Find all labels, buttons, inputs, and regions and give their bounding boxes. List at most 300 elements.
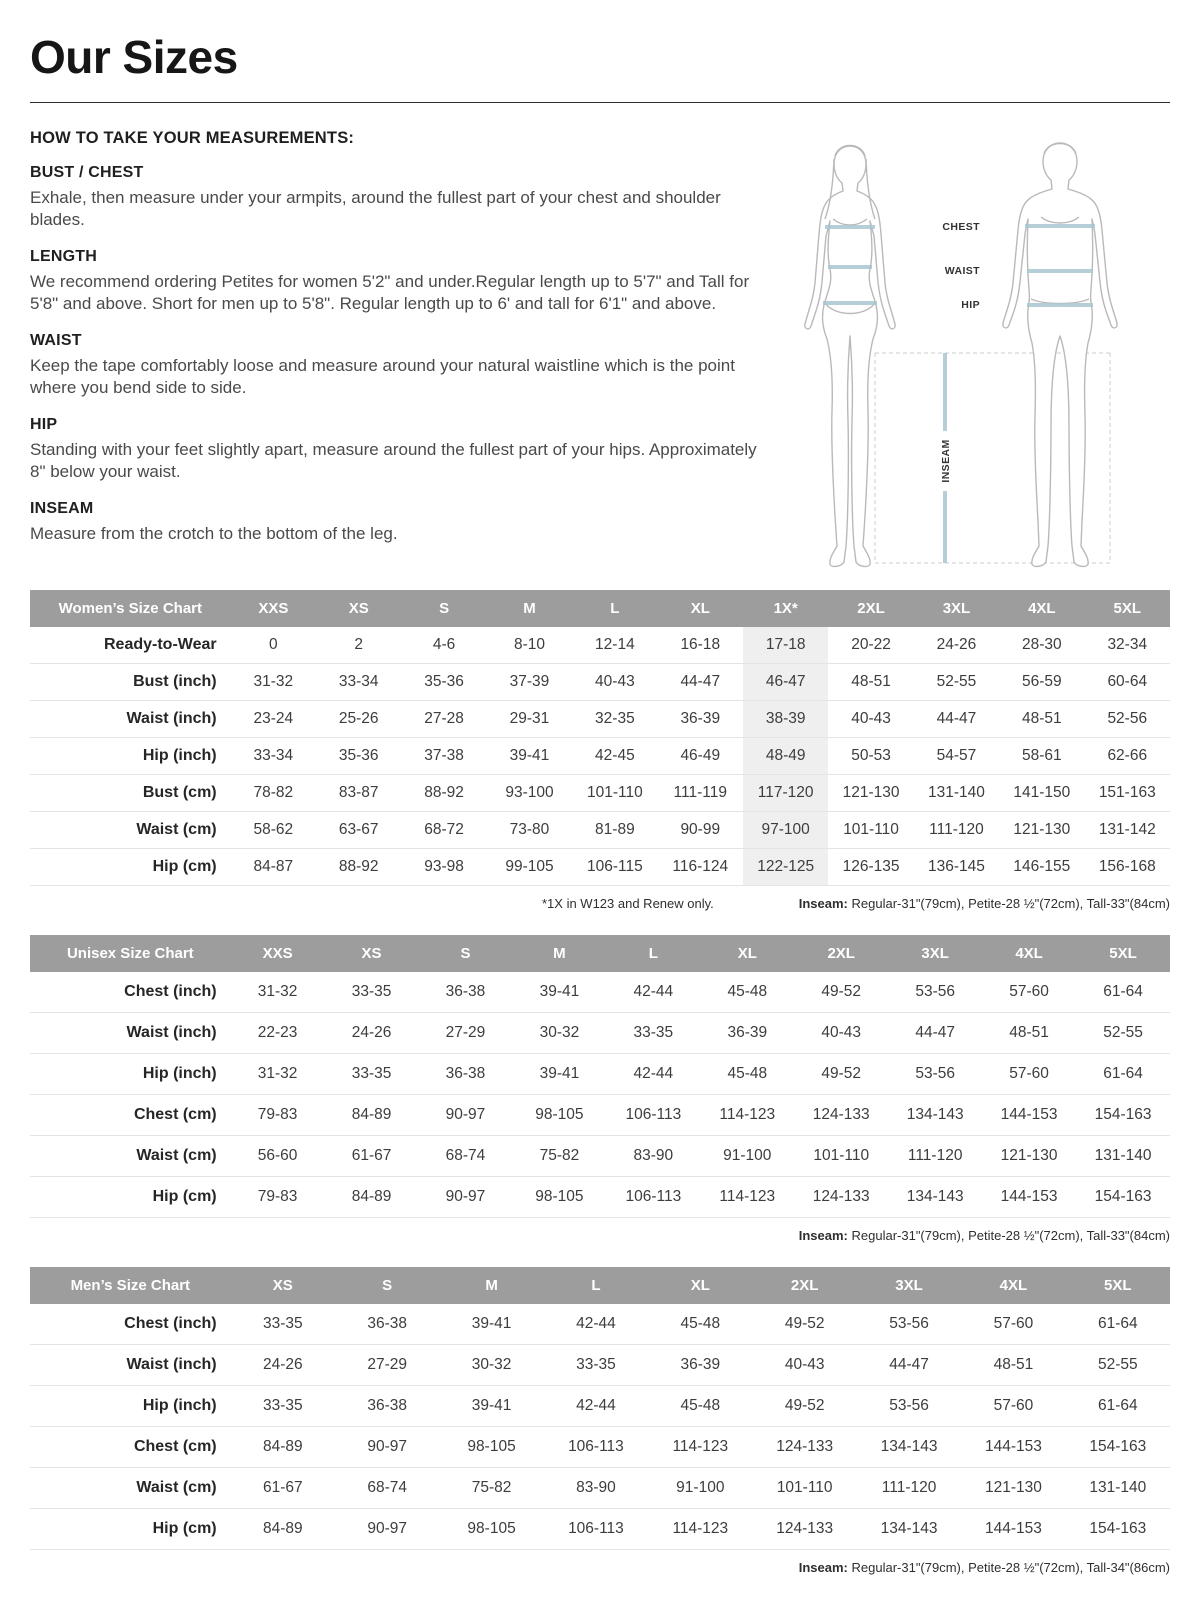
size-cell: 78-82 — [231, 775, 316, 812]
size-column-header: XS — [231, 1267, 335, 1304]
size-cell: 57-60 — [982, 972, 1076, 1013]
size-column-header: L — [606, 935, 700, 972]
size-column-header: 3XL — [857, 1267, 961, 1304]
measurement-figure — [775, 129, 1170, 586]
size-column-header: L — [544, 1267, 648, 1304]
size-cell: 83-90 — [606, 1136, 700, 1177]
size-column-header: XS — [325, 935, 419, 972]
size-cell: 39-41 — [512, 972, 606, 1013]
size-cell: 32-35 — [572, 701, 657, 738]
size-cell: 39-41 — [487, 738, 572, 775]
size-cell: 44-47 — [888, 1013, 982, 1054]
size-cell: 99-105 — [487, 849, 572, 886]
size-cell: 111-120 — [914, 812, 999, 849]
size-cell: 91-100 — [648, 1468, 752, 1509]
size-cell: 40-43 — [794, 1013, 888, 1054]
size-cell: 144-153 — [982, 1095, 1076, 1136]
size-cell: 131-140 — [1076, 1136, 1170, 1177]
size-cell: 154-163 — [1066, 1509, 1170, 1550]
size-cell: 27-29 — [419, 1013, 513, 1054]
size-cell: 91-100 — [700, 1136, 794, 1177]
size-cell: 33-34 — [316, 664, 401, 701]
size-cell: 44-47 — [857, 1345, 961, 1386]
size-cell: 83-90 — [544, 1468, 648, 1509]
size-cell: 40-43 — [828, 701, 913, 738]
size-cell: 61-64 — [1066, 1386, 1170, 1427]
size-cell: 90-97 — [419, 1177, 513, 1218]
size-cell: 93-100 — [487, 775, 572, 812]
size-cell: 33-35 — [325, 1054, 419, 1095]
size-cell: 39-41 — [439, 1386, 543, 1427]
size-cell: 39-41 — [439, 1304, 543, 1345]
size-cell: 45-48 — [648, 1386, 752, 1427]
size-cell: 27-28 — [401, 701, 486, 738]
size-column-header: S — [419, 935, 513, 972]
size-cell: 58-62 — [231, 812, 316, 849]
size-cell: 68-74 — [419, 1136, 513, 1177]
size-cell: 50-53 — [828, 738, 913, 775]
size-cell: 134-143 — [857, 1509, 961, 1550]
inseam-note-label: Inseam: — [798, 1228, 848, 1243]
size-cell: 117-120 — [743, 775, 828, 812]
size-cell: 57-60 — [961, 1304, 1065, 1345]
size-cell: 124-133 — [753, 1427, 857, 1468]
table-row — [30, 627, 1170, 664]
size-cell: 42-44 — [544, 1386, 648, 1427]
size-column-header: XL — [648, 1267, 752, 1304]
unisex-size-chart — [30, 935, 1170, 1218]
size-cell: 16-18 — [658, 627, 743, 664]
instructions-heading: HOW TO TAKE YOUR MEASUREMENTS: — [30, 129, 355, 147]
measurement-item-inseam — [30, 500, 757, 545]
size-cell: 114-123 — [700, 1095, 794, 1136]
womens-size-chart — [30, 590, 1170, 886]
size-cell: 57-60 — [961, 1386, 1065, 1427]
size-cell: 93-98 — [401, 849, 486, 886]
size-cell: 56-60 — [231, 1136, 325, 1177]
size-cell: 48-49 — [743, 738, 828, 775]
row-label: Waist (inch) — [30, 1013, 231, 1054]
size-cell: 68-72 — [401, 812, 486, 849]
size-cell: 126-135 — [828, 849, 913, 886]
size-cell: 106-115 — [572, 849, 657, 886]
row-label: Hip (inch) — [30, 1054, 231, 1095]
size-cell: 84-89 — [325, 1177, 419, 1218]
size-cell: 106-113 — [606, 1177, 700, 1218]
size-cell: 45-48 — [700, 1054, 794, 1095]
measurement-text: Keep the tape comfortably loose and measure around your natural waistline which is the point where you bend side to side. — [30, 355, 735, 398]
size-cell: 156-168 — [1085, 849, 1170, 886]
row-label: Hip (cm) — [30, 1509, 231, 1550]
measurement-title: LENGTH — [30, 247, 97, 265]
table-row — [30, 1177, 1170, 1218]
size-cell: 42-45 — [572, 738, 657, 775]
size-column-header: 4XL — [999, 590, 1084, 627]
size-cell: 42-44 — [606, 1054, 700, 1095]
row-label: Bust (cm) — [30, 775, 231, 812]
mens-size-chart — [30, 1267, 1170, 1550]
inseam-note-text: Regular-31"(79cm), Petite-28 ½"(72cm), Tall-33"(84cm) — [847, 1228, 1170, 1243]
size-cell: 45-48 — [648, 1304, 752, 1345]
size-column-header: 5XL — [1066, 1267, 1170, 1304]
size-cell: 33-35 — [325, 972, 419, 1013]
size-cell: 61-67 — [325, 1136, 419, 1177]
inseam-note — [799, 1228, 1170, 1243]
size-cell: 134-143 — [888, 1177, 982, 1218]
size-cell: 154-163 — [1076, 1177, 1170, 1218]
size-cell: 33-35 — [231, 1386, 335, 1427]
table-row — [30, 1386, 1170, 1427]
size-cell: 101-110 — [753, 1468, 857, 1509]
title-divider — [30, 102, 1170, 103]
table-row — [30, 812, 1170, 849]
size-cell: 36-39 — [648, 1345, 752, 1386]
size-cell: 60-64 — [1085, 664, 1170, 701]
table-row — [30, 1095, 1170, 1136]
inseam-label: INSEAM — [940, 439, 952, 483]
size-cell: 121-130 — [999, 812, 1084, 849]
size-cell: 124-133 — [794, 1177, 888, 1218]
size-cell: 98-105 — [439, 1509, 543, 1550]
size-cell: 84-89 — [325, 1095, 419, 1136]
size-cell: 61-67 — [231, 1468, 335, 1509]
size-cell: 111-120 — [888, 1136, 982, 1177]
measurement-title: INSEAM — [30, 499, 94, 517]
measurement-title: WAIST — [30, 331, 82, 349]
man-figure-outline — [1003, 143, 1117, 566]
size-cell: 83-87 — [316, 775, 401, 812]
size-cell: 24-26 — [914, 627, 999, 664]
size-cell: 30-32 — [512, 1013, 606, 1054]
size-column-header: S — [335, 1267, 439, 1304]
table-row — [30, 1013, 1170, 1054]
size-cell: 124-133 — [794, 1095, 888, 1136]
measurement-item-hip — [30, 416, 757, 484]
size-cell: 58-61 — [999, 738, 1084, 775]
measurement-text: Measure from the crotch to the bottom of the leg. — [30, 523, 398, 543]
inseam-note — [799, 896, 1170, 911]
unisex-chart-notes — [30, 1228, 1170, 1243]
size-column-header: L — [572, 590, 657, 627]
size-column-header: XXS — [231, 935, 325, 972]
size-column-header: XL — [658, 590, 743, 627]
one-x-footnote: *1X in W123 and Renew only. — [542, 896, 714, 911]
row-label: Waist (cm) — [30, 1468, 231, 1509]
size-cell: 44-47 — [658, 664, 743, 701]
row-label: Chest (inch) — [30, 1304, 231, 1345]
size-cell: 46-47 — [743, 664, 828, 701]
row-label: Chest (cm) — [30, 1095, 231, 1136]
size-cell: 40-43 — [753, 1345, 857, 1386]
size-cell: 106-113 — [544, 1509, 648, 1550]
size-cell: 134-143 — [888, 1095, 982, 1136]
size-cell: 53-56 — [888, 972, 982, 1013]
size-chart-title: Women’s Size Chart — [30, 590, 231, 627]
measurement-text: Exhale, then measure under your armpits, around the fullest part of your chest and shoulder blades. — [30, 188, 721, 230]
size-cell: 79-83 — [231, 1095, 325, 1136]
size-cell: 36-38 — [335, 1386, 439, 1427]
size-cell: 144-153 — [961, 1509, 1065, 1550]
row-label: Hip (cm) — [30, 1177, 231, 1218]
measurement-text: Standing with your feet slightly apart, measure around the fullest part of your hips. Approximately 8" below your waist. — [30, 439, 757, 482]
size-cell: 101-110 — [794, 1136, 888, 1177]
size-column-header: XS — [316, 590, 401, 627]
inseam-note-text: Regular-31"(79cm), Petite-28 ½"(72cm), Tall-34"(86cm) — [847, 1560, 1170, 1575]
size-cell: 57-60 — [982, 1054, 1076, 1095]
size-cell: 63-67 — [316, 812, 401, 849]
size-column-header: S — [401, 590, 486, 627]
size-cell: 98-105 — [512, 1095, 606, 1136]
size-cell: 49-52 — [753, 1386, 857, 1427]
size-cell: 114-123 — [648, 1427, 752, 1468]
size-cell: 33-35 — [606, 1013, 700, 1054]
size-cell: 81-89 — [572, 812, 657, 849]
size-cell: 79-83 — [231, 1177, 325, 1218]
row-label: Bust (inch) — [30, 664, 231, 701]
size-cell: 141-150 — [999, 775, 1084, 812]
size-cell: 151-163 — [1085, 775, 1170, 812]
size-cell: 106-113 — [544, 1427, 648, 1468]
size-cell: 29-31 — [487, 701, 572, 738]
table-row — [30, 1427, 1170, 1468]
size-cell: 24-26 — [325, 1013, 419, 1054]
size-cell: 90-97 — [335, 1427, 439, 1468]
size-cell: 90-97 — [419, 1095, 513, 1136]
size-cell: 39-41 — [512, 1054, 606, 1095]
size-cell: 40-43 — [572, 664, 657, 701]
size-cell: 136-145 — [914, 849, 999, 886]
row-label: Hip (cm) — [30, 849, 231, 886]
size-cell: 62-66 — [1085, 738, 1170, 775]
size-column-header: 3XL — [914, 590, 999, 627]
size-cell: 90-97 — [335, 1509, 439, 1550]
size-cell: 131-140 — [1066, 1468, 1170, 1509]
size-cell: 25-26 — [316, 701, 401, 738]
size-cell: 124-133 — [753, 1509, 857, 1550]
size-cell: 17-18 — [743, 627, 828, 664]
waist-label: WAIST — [944, 265, 980, 277]
size-cell: 48-51 — [999, 701, 1084, 738]
size-cell: 42-44 — [544, 1304, 648, 1345]
size-cell: 134-143 — [857, 1427, 961, 1468]
table-row — [30, 775, 1170, 812]
size-cell: 30-32 — [439, 1345, 543, 1386]
body-measurement-illustration — [775, 131, 1170, 586]
size-cell: 84-89 — [231, 1427, 335, 1468]
size-cell: 121-130 — [828, 775, 913, 812]
inseam-note-text: Regular-31"(79cm), Petite-28 ½"(72cm), Tall-33"(84cm) — [847, 896, 1170, 911]
size-cell: 4-6 — [401, 627, 486, 664]
measurement-title: HIP — [30, 415, 58, 433]
size-column-header: 5XL — [1076, 935, 1170, 972]
size-cell: 116-124 — [658, 849, 743, 886]
table-row — [30, 664, 1170, 701]
size-column-header: 1X* — [743, 590, 828, 627]
size-cell: 8-10 — [487, 627, 572, 664]
size-cell: 35-36 — [316, 738, 401, 775]
size-cell: 31-32 — [231, 664, 316, 701]
size-cell: 49-52 — [794, 1054, 888, 1095]
size-cell: 49-52 — [794, 972, 888, 1013]
size-cell: 75-82 — [439, 1468, 543, 1509]
inseam-note — [799, 1560, 1170, 1575]
size-cell: 53-56 — [857, 1304, 961, 1345]
size-cell: 98-105 — [439, 1427, 543, 1468]
size-cell: 46-49 — [658, 738, 743, 775]
table-row — [30, 1468, 1170, 1509]
table-row — [30, 1509, 1170, 1550]
size-cell: 106-113 — [606, 1095, 700, 1136]
row-label: Chest (cm) — [30, 1427, 231, 1468]
measurement-item-length — [30, 248, 757, 316]
row-label: Ready-to-Wear — [30, 627, 231, 664]
row-label: Waist (cm) — [30, 1136, 231, 1177]
table-row — [30, 1304, 1170, 1345]
size-column-header: XL — [700, 935, 794, 972]
row-label: Waist (inch) — [30, 1345, 231, 1386]
size-cell: 111-120 — [857, 1468, 961, 1509]
table-row — [30, 972, 1170, 1013]
size-cell: 48-51 — [982, 1013, 1076, 1054]
size-cell: 90-99 — [658, 812, 743, 849]
size-cell: 75-82 — [512, 1136, 606, 1177]
size-cell: 131-140 — [914, 775, 999, 812]
size-cell: 31-32 — [231, 972, 325, 1013]
size-cell: 36-39 — [658, 701, 743, 738]
size-cell: 33-35 — [544, 1345, 648, 1386]
size-cell: 52-56 — [1085, 701, 1170, 738]
size-cell: 61-64 — [1066, 1304, 1170, 1345]
size-column-header: 2XL — [794, 935, 888, 972]
size-column-header: 4XL — [982, 935, 1076, 972]
size-cell: 84-89 — [231, 1509, 335, 1550]
size-cell: 22-23 — [231, 1013, 325, 1054]
measurements-section — [30, 129, 1170, 586]
measurement-item-waist — [30, 332, 757, 400]
size-cell: 88-92 — [401, 775, 486, 812]
page-title: Our Sizes — [30, 31, 238, 83]
size-cell: 32-34 — [1085, 627, 1170, 664]
row-label: Hip (inch) — [30, 738, 231, 775]
row-label: Waist (cm) — [30, 812, 231, 849]
size-cell: 131-142 — [1085, 812, 1170, 849]
measurement-title: BUST / CHEST — [30, 164, 144, 181]
size-cell: 146-155 — [999, 849, 1084, 886]
size-cell: 44-47 — [914, 701, 999, 738]
size-cell: 36-39 — [700, 1013, 794, 1054]
size-column-header: 5XL — [1085, 590, 1170, 627]
size-column-header: 2XL — [753, 1267, 857, 1304]
row-label: Chest (inch) — [30, 972, 231, 1013]
size-cell: 121-130 — [961, 1468, 1065, 1509]
size-cell: 101-110 — [828, 812, 913, 849]
size-cell: 27-29 — [335, 1345, 439, 1386]
size-cell: 121-130 — [982, 1136, 1076, 1177]
size-cell: 154-163 — [1076, 1095, 1170, 1136]
size-cell: 61-64 — [1076, 1054, 1170, 1095]
measurement-instructions — [30, 129, 757, 586]
size-cell: 101-110 — [572, 775, 657, 812]
size-column-header: 4XL — [961, 1267, 1065, 1304]
size-cell: 68-74 — [335, 1468, 439, 1509]
size-cell: 36-38 — [335, 1304, 439, 1345]
size-cell: 33-35 — [231, 1304, 335, 1345]
size-cell: 53-56 — [857, 1386, 961, 1427]
row-label: Waist (inch) — [30, 701, 231, 738]
size-cell: 2 — [316, 627, 401, 664]
inseam-note-label: Inseam: — [798, 1560, 848, 1575]
size-cell: 48-51 — [828, 664, 913, 701]
size-cell: 114-123 — [648, 1509, 752, 1550]
size-column-header: M — [512, 935, 606, 972]
size-cell: 38-39 — [743, 701, 828, 738]
row-label: Hip (inch) — [30, 1386, 231, 1427]
size-column-header: 3XL — [888, 935, 982, 972]
table-row — [30, 738, 1170, 775]
hip-label: HIP — [961, 299, 980, 311]
size-cell: 53-56 — [888, 1054, 982, 1095]
size-column-header: XXS — [231, 590, 316, 627]
table-row — [30, 701, 1170, 738]
size-cell: 24-26 — [231, 1345, 335, 1386]
womens-chart-notes — [30, 896, 1170, 911]
size-cell: 52-55 — [1076, 1013, 1170, 1054]
size-cell: 36-38 — [419, 1054, 513, 1095]
table-row — [30, 1345, 1170, 1386]
size-cell: 35-36 — [401, 664, 486, 701]
size-cell: 0 — [231, 627, 316, 664]
chest-label: CHEST — [942, 221, 980, 233]
size-cell: 144-153 — [982, 1177, 1076, 1218]
size-cell: 111-119 — [658, 775, 743, 812]
size-cell: 98-105 — [512, 1177, 606, 1218]
size-column-header: M — [487, 590, 572, 627]
inseam-note-label: Inseam: — [798, 896, 848, 911]
measurement-item-bust-chest — [30, 164, 757, 232]
size-cell: 45-48 — [700, 972, 794, 1013]
mens-chart-notes — [30, 1560, 1170, 1575]
size-cell: 52-55 — [1066, 1345, 1170, 1386]
size-cell: 31-32 — [231, 1054, 325, 1095]
size-cell: 52-55 — [914, 664, 999, 701]
size-cell: 48-51 — [961, 1345, 1065, 1386]
size-column-header: 2XL — [828, 590, 913, 627]
size-cell: 28-30 — [999, 627, 1084, 664]
size-chart-title: Men’s Size Chart — [30, 1267, 231, 1304]
table-row — [30, 1054, 1170, 1095]
size-cell: 54-57 — [914, 738, 999, 775]
measurement-text: We recommend ordering Petites for women 5'2" and under.Regular length up to 5'7" and Tall for 5'8" and above. Short for men up to 5'8". Regular length up to 6' and tall for 6'1" and above. — [30, 271, 750, 314]
size-cell: 114-123 — [700, 1177, 794, 1218]
size-cell: 61-64 — [1076, 972, 1170, 1013]
size-cell: 37-39 — [487, 664, 572, 701]
size-cell: 97-100 — [743, 812, 828, 849]
size-cell: 23-24 — [231, 701, 316, 738]
size-chart-title: Unisex Size Chart — [30, 935, 231, 972]
size-cell: 154-163 — [1066, 1427, 1170, 1468]
size-cell: 88-92 — [316, 849, 401, 886]
size-cell: 20-22 — [828, 627, 913, 664]
size-cell: 36-38 — [419, 972, 513, 1013]
size-cell: 122-125 — [743, 849, 828, 886]
size-cell: 49-52 — [753, 1304, 857, 1345]
size-cell: 12-14 — [572, 627, 657, 664]
size-cell: 144-153 — [961, 1427, 1065, 1468]
table-row — [30, 849, 1170, 886]
size-cell: 84-87 — [231, 849, 316, 886]
size-cell: 73-80 — [487, 812, 572, 849]
size-cell: 37-38 — [401, 738, 486, 775]
